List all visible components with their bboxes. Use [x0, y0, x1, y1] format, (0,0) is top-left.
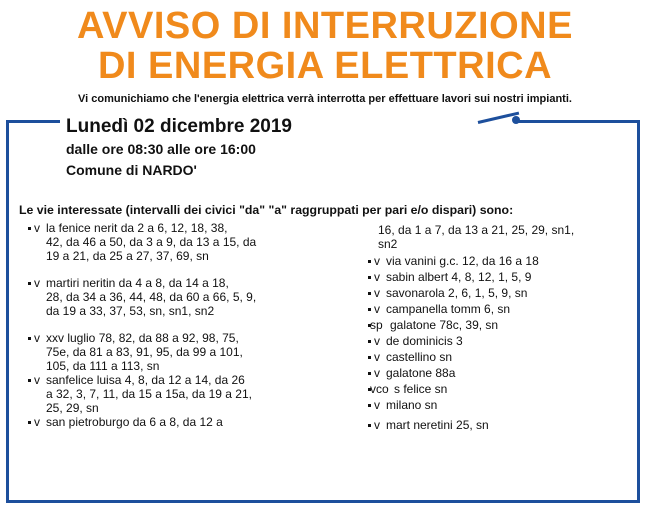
list-item: v milano sn — [374, 398, 438, 412]
list-item: v castellino sn — [374, 350, 453, 364]
frame-top-right-edge — [518, 120, 640, 123]
list-item: v sanfelice luisa 4, 8, da 12 a 14, da 26 a 32, 3, 7, 11, da 15 a 15a, da 19 a 21, 25, 29, sn — [34, 373, 252, 415]
list-item: sp galatone 78c, 39, sn — [370, 318, 499, 332]
list-item: v galatone 88a — [374, 366, 456, 380]
outage-date: Lunedì 02 dicembre 2019 — [66, 116, 292, 137]
streets-left-column — [28, 221, 328, 429]
list-item: v campanella tomm 6, sn — [374, 302, 511, 316]
decorative-dot-icon — [512, 116, 520, 124]
list-item: vco s felice sn — [370, 382, 448, 396]
list-item: v sabin albert 4, 8, 12, 1, 5, 9 — [374, 270, 532, 284]
list-item: v la fenice nerit da 2 a 6, 12, 18, 38, 42, da 46 a 50, da 3 a 9, da 13 a 15, da 19 a 21, da 25 a 27, 37, 69, sn — [34, 221, 257, 263]
list-item: v de dominicis 3 — [374, 334, 463, 348]
notice-title-line1: AVVISO DI INTERRUZIONE — [77, 5, 573, 47]
streets-intro: Le vie interessate (intervalli dei civici "da" "a" raggruppati per pari e/o dispari) sono: — [19, 203, 514, 217]
outage-comune: Comune di NARDO' — [66, 162, 197, 178]
list-item: v xxv luglio 78, 82, da 88 a 92, 98, 75, 75e, da 81 a 83, 91, 95, da 99 a 101, 105, da 111 a 113, sn — [34, 331, 243, 373]
outage-hours: dalle ore 08:30 alle ore 16:00 — [66, 141, 256, 157]
list-item: v via vanini g.c. 12, da 16 a 18 — [374, 254, 539, 268]
list-item: v mart neretini 25, sn — [374, 418, 489, 432]
streets-right-column — [368, 223, 638, 434]
list-item: v martiri neritin da 4 a 8, da 14 a 18, 28, da 34 a 36, 44, 48, da 60 a 66, 5, 9, da 19 a 33, 37, 53, sn, sn1, sn2 — [34, 276, 257, 318]
notice-title-line2: DI ENERGIA ELETTRICA — [97, 45, 553, 87]
list-item: v san pietroburgo da 6 a 8, da 12 a — [34, 415, 223, 429]
list-item-continuation: 16, da 1 a 7, da 13 a 21, 25, 29, sn1, sn2 — [378, 223, 575, 251]
notice-subtitle: Vi comunichiamo che l'energia elettrica verrà interrotta per effettuare lavori sui nostri impianti. — [78, 93, 572, 105]
list-item: v savonarola 2, 6, 1, 5, 9, sn — [374, 286, 528, 300]
frame-top-left-edge — [6, 120, 60, 123]
